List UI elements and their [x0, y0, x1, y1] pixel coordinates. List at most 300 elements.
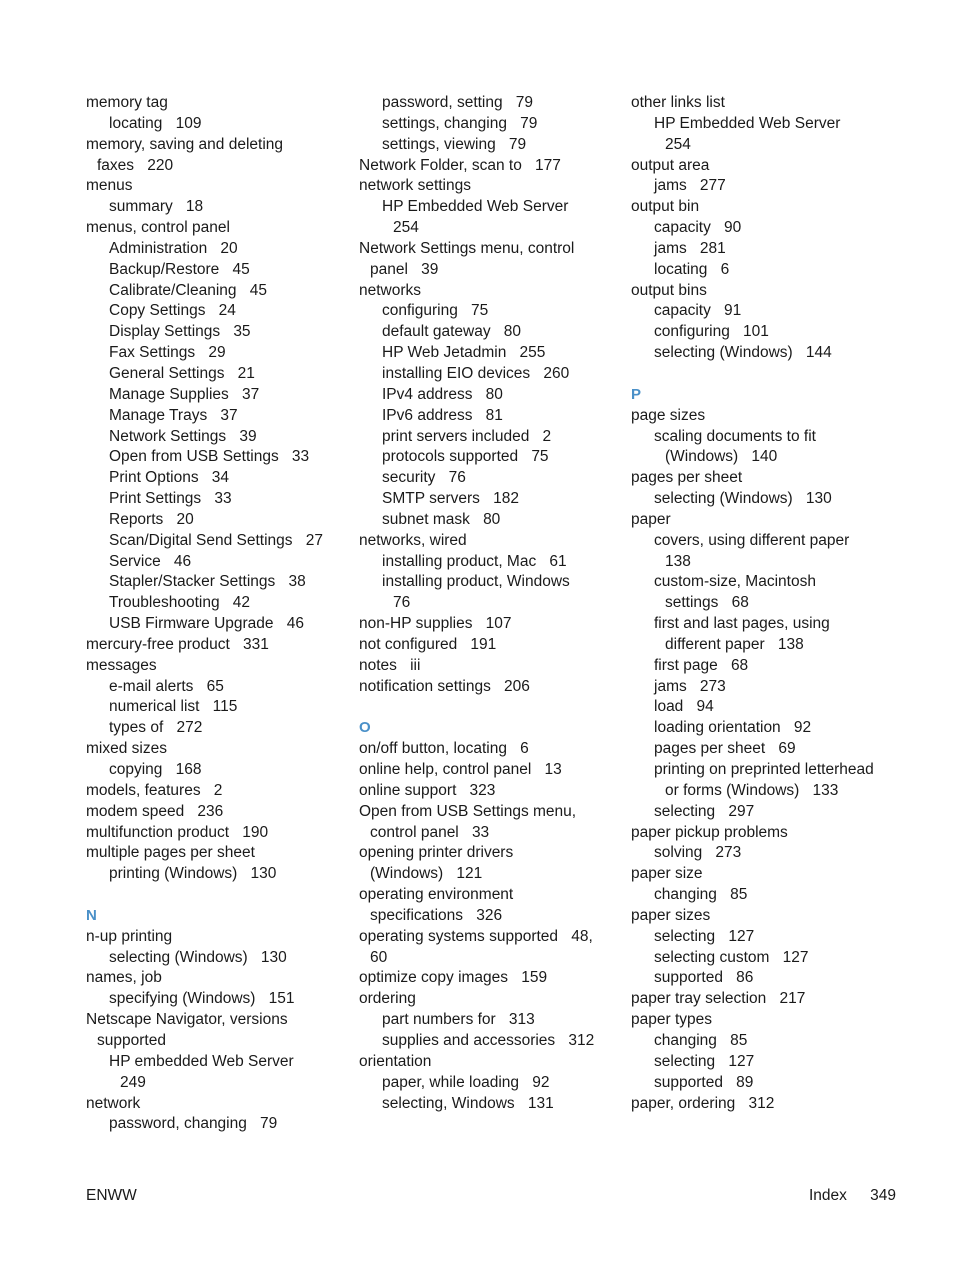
- index-term: part numbers for: [382, 1011, 496, 1029]
- index-term: Network Settings menu, control: [359, 239, 575, 257]
- index-column-2: [359, 93, 621, 1114]
- index-term: Backup/Restore: [109, 260, 220, 278]
- index-entry: [359, 885, 621, 906]
- index-page-ref[interactable]: 33: [291, 448, 310, 466]
- footer-section-name: Index: [808, 1187, 847, 1204]
- index-page-ref[interactable]: 206: [504, 677, 530, 695]
- index-term: scaling documents to fit: [654, 427, 816, 445]
- index-page-ref[interactable]: 6: [520, 740, 529, 758]
- index-page-ref[interactable]: 94: [696, 698, 714, 716]
- index-page-ref[interactable]: 177: [535, 156, 561, 174]
- index-term: Administration: [109, 239, 208, 257]
- index-page-ref[interactable]: 68: [730, 656, 749, 674]
- index-entry-continuation: [86, 1031, 348, 1052]
- index-subentry: [359, 322, 621, 343]
- index-subentry: [631, 927, 901, 948]
- index-term: paper sizes: [631, 906, 711, 924]
- index-term: n-up printing: [86, 927, 173, 945]
- index-term: jams: [654, 239, 687, 257]
- index-term: network: [86, 1094, 141, 1112]
- index-term: selecting: [654, 927, 716, 945]
- index-term: installing product, Windows: [382, 573, 570, 591]
- index-subentry: [86, 593, 348, 614]
- index-page-ref[interactable]: 20: [176, 510, 194, 528]
- index-term: non-HP supplies: [359, 615, 473, 633]
- index-term: Troubleshooting: [109, 594, 220, 612]
- index-page-ref[interactable]: 92: [793, 719, 812, 737]
- index-page-ref[interactable]: 2: [213, 781, 223, 799]
- footer-page-number: 349: [870, 1187, 896, 1204]
- index-subentry: [359, 114, 621, 135]
- index-term: locating: [109, 114, 163, 132]
- index-page-ref[interactable]: 89: [736, 1073, 754, 1091]
- index-term: configuring: [382, 302, 458, 320]
- index-page-ref[interactable]: 273: [715, 844, 742, 862]
- index-term: Manage Trays: [109, 406, 208, 424]
- index-subentry: [86, 989, 348, 1010]
- index-page-ref[interactable]: 91: [724, 302, 742, 320]
- index-term: optimize copy images: [359, 969, 509, 987]
- index-term: Reports: [109, 510, 164, 528]
- index-term: IPv4 address: [382, 385, 473, 403]
- index-page-ref[interactable]: 75: [531, 448, 549, 466]
- index-entry: [359, 656, 621, 677]
- index-term: subnet mask: [382, 510, 470, 528]
- index-page-ref[interactable]: 217: [779, 990, 806, 1008]
- index-term: security: [382, 469, 436, 487]
- index-subentry: [631, 239, 901, 260]
- index-subentry: [86, 364, 348, 385]
- index-term: supported: [654, 969, 723, 987]
- index-term: selecting (Windows): [654, 344, 793, 362]
- index-page-ref[interactable]: 37: [241, 385, 260, 403]
- index-page-ref[interactable]: 109: [175, 114, 202, 132]
- index-term: custom-size, Macintosh: [654, 573, 816, 591]
- index-term: network settings: [359, 177, 471, 195]
- index-page-ref[interactable]: 297: [728, 802, 755, 820]
- index-page-ref[interactable]: 29: [208, 344, 226, 362]
- index-subentry: [86, 864, 348, 885]
- index-page-ref[interactable]: 33: [471, 823, 490, 841]
- index-term: (Windows): [370, 865, 444, 883]
- index-page-ref[interactable]: 115: [212, 698, 238, 716]
- index-entry: [631, 281, 901, 302]
- index-subentry: [86, 697, 348, 718]
- index-entry: [86, 739, 348, 760]
- index-page-ref[interactable]: 127: [782, 948, 809, 966]
- index-subentry: [359, 1094, 621, 1115]
- index-page-ref[interactable]: 273: [699, 677, 726, 695]
- index-page-ref[interactable]: 6: [720, 260, 730, 278]
- index-entry: [359, 531, 621, 552]
- index-term: USB Firmware Upgrade: [109, 615, 274, 633]
- index-page-ref[interactable]: 21: [237, 364, 255, 382]
- index-page-ref[interactable]: 38: [288, 573, 306, 591]
- index-page-ref[interactable]: 326: [476, 906, 503, 924]
- index-entry: [631, 156, 901, 177]
- index-term: jams: [654, 177, 687, 195]
- index-entry: [86, 968, 348, 989]
- index-subentry: [631, 802, 901, 823]
- footer-page-info: [809, 1187, 896, 1205]
- index-term: General Settings: [109, 364, 225, 382]
- index-term: 249: [120, 1073, 146, 1091]
- index-entry: [86, 927, 348, 948]
- index-subentry: [359, 489, 621, 510]
- index-entry-continuation: [631, 552, 901, 573]
- index-term: ordering: [359, 990, 416, 1008]
- index-entry: [86, 823, 348, 844]
- index-page-ref[interactable]: 190: [242, 823, 269, 841]
- index-entry: [86, 1094, 348, 1115]
- index-term: 60: [370, 948, 388, 966]
- index-term: capacity: [654, 219, 711, 237]
- index-entry: [359, 156, 621, 177]
- index-subentry: [359, 135, 621, 156]
- index-subentry: [86, 197, 348, 218]
- index-term: multiple pages per sheet: [86, 844, 255, 862]
- index-term: specifications: [370, 906, 464, 924]
- index-page-ref[interactable]: 61: [549, 552, 567, 570]
- index-entry-continuation: [631, 635, 901, 656]
- index-term: menus: [86, 177, 133, 195]
- index-page-ref[interactable]: 144: [805, 344, 832, 362]
- index-subentry: [631, 1073, 901, 1094]
- index-letter-heading: P: [631, 385, 642, 403]
- index-page-ref[interactable]: 151: [268, 990, 295, 1008]
- index-subentry: [86, 468, 348, 489]
- index-subentry: [86, 510, 348, 531]
- index-page-ref[interactable]: 27: [305, 531, 323, 549]
- index-term: multifunction product: [86, 823, 230, 841]
- index-entry: [359, 677, 621, 698]
- index-subentry: [86, 239, 348, 260]
- index-subentry: [631, 948, 901, 969]
- index-page-ref[interactable]: 85: [730, 886, 748, 904]
- index-subentry: [631, 301, 901, 322]
- index-subentry: [359, 343, 621, 364]
- index-term: panel: [370, 260, 408, 278]
- index-subentry: [359, 385, 621, 406]
- index-subentry: [631, 343, 901, 364]
- index-page-ref[interactable]: 130: [805, 490, 832, 508]
- index-subentry: [86, 552, 348, 573]
- index-page-ref[interactable]: 80: [503, 323, 521, 341]
- index-page-ref[interactable]: 107: [485, 615, 512, 633]
- index-term: Service: [109, 552, 161, 570]
- index-term: models, features: [86, 781, 201, 799]
- index-term: paper size: [631, 865, 703, 883]
- index-subentry: [631, 739, 901, 760]
- index-term: password, changing: [109, 1115, 247, 1133]
- index-term: changing: [654, 1031, 717, 1049]
- index-term: output area: [631, 156, 710, 174]
- index-term: mercury-free product: [86, 635, 230, 653]
- index-page-ref[interactable]: 76: [448, 469, 466, 487]
- index-subentry: [631, 218, 901, 239]
- index-subentry: [631, 1052, 901, 1073]
- index-term: paper tray selection: [631, 990, 767, 1008]
- index-subentry: [359, 364, 621, 385]
- index-entry: [359, 968, 621, 989]
- index-term: different paper: [665, 635, 765, 653]
- index-subentry: [86, 948, 348, 969]
- index-subentry: [359, 468, 621, 489]
- index-subentry: [86, 385, 348, 406]
- index-subentry: [86, 322, 348, 343]
- index-page-ref[interactable]: 81: [485, 406, 503, 424]
- index-subentry: [631, 260, 901, 281]
- index-entry-continuation: [359, 593, 621, 614]
- index-page-ref[interactable]: 45: [249, 281, 267, 299]
- index-term: Manage Supplies: [109, 385, 229, 403]
- index-entry: [631, 93, 901, 114]
- index-term: supported: [97, 1031, 166, 1049]
- index-page-ref[interactable]: 159: [521, 969, 548, 987]
- index-subentry: [359, 93, 621, 114]
- index-entry: [86, 635, 348, 656]
- index-page-ref[interactable]: 69: [778, 740, 796, 758]
- index-page-ref[interactable]: 46: [173, 552, 192, 570]
- index-entry-continuation: [359, 906, 621, 927]
- index-subentry: [631, 322, 901, 343]
- index-page-ref[interactable]: 313: [508, 1011, 535, 1029]
- index-entry: [359, 176, 621, 197]
- index-page-ref[interactable]: 68: [731, 594, 749, 612]
- index-page-ref[interactable]: 39: [239, 427, 257, 445]
- index-subentry: [631, 885, 901, 906]
- index-subentry: [86, 301, 348, 322]
- index-page-ref[interactable]: 79: [515, 94, 534, 111]
- index-entry: [631, 406, 901, 427]
- index-term: printing on preprinted letterhead: [654, 761, 874, 778]
- index-entry: [359, 843, 621, 864]
- footer-publisher-code: ENWW: [86, 1187, 137, 1204]
- index-page-ref[interactable]: 260: [543, 364, 570, 382]
- index-term: Network Folder, scan to: [359, 156, 522, 174]
- index-page-ref[interactable]: 42: [232, 594, 251, 612]
- index-page-ref[interactable]: 182: [493, 490, 519, 508]
- index-term: changing: [654, 886, 717, 904]
- index-page-ref[interactable]: 65: [206, 677, 224, 695]
- index-page-ref[interactable]: 79: [520, 114, 538, 132]
- index-entry: [359, 802, 621, 823]
- index-term: online support: [359, 781, 457, 799]
- index-letter-heading: N: [86, 906, 97, 924]
- index-subentry: [86, 260, 348, 281]
- index-subentry: [359, 447, 621, 468]
- index-page-ref[interactable]: 13: [544, 761, 562, 778]
- index-page-ref[interactable]: 331: [243, 635, 269, 653]
- index-term: not configured: [359, 635, 458, 653]
- index-term: printing (Windows): [109, 865, 238, 883]
- index-page-ref[interactable]: 45: [232, 260, 250, 278]
- index-term: SMTP servers: [382, 490, 480, 508]
- index-page-ref[interactable]: 37: [220, 406, 238, 424]
- index-term: pages per sheet: [654, 740, 766, 758]
- index-subentry: [86, 406, 348, 427]
- index-term: control panel: [370, 823, 459, 841]
- index-term: or forms (Windows): [665, 781, 800, 799]
- index-page-ref[interactable]: 75: [471, 302, 489, 320]
- index-term: settings, changing: [382, 114, 507, 132]
- index-page-ref[interactable]: 127: [728, 1052, 755, 1070]
- index-page-ref[interactable]: 39: [421, 260, 439, 278]
- index-page-ref[interactable]: 85: [730, 1031, 748, 1049]
- index-page-ref[interactable]: 79: [508, 135, 527, 153]
- index-entry: [359, 614, 621, 635]
- index-page-ref[interactable]: 130: [260, 948, 287, 966]
- index-page-ref[interactable]: 281: [699, 239, 726, 257]
- index-term: output bin: [631, 198, 700, 216]
- index-subentry: [631, 656, 901, 677]
- index-entry: [631, 1094, 901, 1115]
- index-page-ref[interactable]: 18: [185, 198, 204, 216]
- index-entry-continuation: [631, 781, 901, 802]
- index-term: Copy Settings: [109, 302, 206, 320]
- index-page-ref[interactable]: 127: [728, 927, 755, 945]
- index-page-ref[interactable]: 46: [286, 615, 304, 633]
- index-page-ref[interactable]: 220: [147, 156, 174, 174]
- index-term: operating systems supported: [359, 927, 559, 945]
- index-entry-continuation: [631, 135, 901, 156]
- index-term: output bins: [631, 281, 707, 299]
- index-entry: [86, 802, 348, 823]
- index-subentry: [86, 281, 348, 302]
- index-page-ref[interactable]: 121: [456, 865, 483, 883]
- index-page-ref[interactable]: 79: [260, 1115, 278, 1133]
- index-page-ref[interactable]: 80: [485, 385, 503, 403]
- index-entry-continuation: [359, 948, 621, 969]
- index-subentry: [86, 677, 348, 698]
- index-term: memory tag: [86, 94, 168, 111]
- index-subentry: [359, 1073, 621, 1094]
- index-term: modem speed: [86, 802, 185, 820]
- index-subentry: [359, 552, 621, 573]
- index-entry: [359, 635, 621, 656]
- index-term: Netscape Navigator, versions: [86, 1011, 288, 1029]
- index-term: Print Settings: [109, 490, 202, 508]
- index-term: on/off button, locating: [359, 740, 507, 758]
- index-subentry: [631, 718, 901, 739]
- index-subentry: [631, 697, 901, 718]
- index-term: HP Embedded Web Server: [382, 198, 569, 216]
- index-page-ref[interactable]: 312: [568, 1031, 595, 1049]
- index-term: summary: [109, 198, 173, 216]
- index-page-ref[interactable]: 131: [527, 1094, 554, 1112]
- index-page-ref[interactable]: 2: [542, 427, 552, 445]
- index-entry: [86, 656, 348, 677]
- index-page-ref[interactable]: 92: [532, 1073, 550, 1091]
- index-term: mixed sizes: [86, 740, 167, 758]
- index-page-ref[interactable]: 133: [812, 781, 839, 799]
- index-term: memory, saving and deleting: [86, 135, 284, 153]
- index-page-ref[interactable]: 130: [250, 865, 277, 883]
- index-term: paper, while loading: [382, 1073, 520, 1091]
- index-term: copying: [109, 761, 163, 778]
- index-page-ref[interactable]: 168: [175, 761, 202, 778]
- index-subentry: [631, 614, 901, 635]
- index-entry: [631, 1010, 901, 1031]
- index-subentry: [631, 677, 901, 698]
- index-page-ref[interactable]: 138: [777, 635, 804, 653]
- index-letter-heading: O: [359, 719, 371, 737]
- index-page-ref[interactable]: 48,: [571, 927, 593, 945]
- index-subentry: [86, 447, 348, 468]
- index-term: Network Settings: [109, 427, 227, 445]
- index-page-ref[interactable]: 86: [736, 969, 754, 987]
- index-page-ref[interactable]: 312: [748, 1094, 775, 1112]
- index-page-ref[interactable]: 272: [176, 719, 203, 737]
- index-page-ref[interactable]: 90: [724, 219, 742, 237]
- index-term: numerical list: [109, 698, 200, 716]
- index-term: settings, viewing: [382, 135, 496, 153]
- index-column-1: [86, 93, 348, 1135]
- index-page-ref[interactable]: 140: [751, 448, 778, 466]
- index-entry: [359, 281, 621, 302]
- index-entry: [359, 760, 621, 781]
- index-page-ref[interactable]: 101: [743, 323, 769, 341]
- index-page-ref[interactable]: 191: [470, 635, 497, 653]
- index-term: covers, using different paper: [654, 531, 850, 549]
- index-subentry: [359, 510, 621, 531]
- index-page-ref[interactable]: 323: [469, 781, 496, 799]
- index-subentry: [631, 531, 901, 552]
- index-page-ref[interactable]: 20: [220, 239, 238, 257]
- index-term: Stapler/Stacker Settings: [109, 573, 276, 591]
- index-subentry: [359, 406, 621, 427]
- index-subentry: [631, 489, 901, 510]
- index-term: paper, ordering: [631, 1094, 736, 1112]
- index-term: (Windows): [665, 448, 739, 466]
- index-term: supplies and accessories: [382, 1031, 556, 1049]
- index-term: installing product, Mac: [382, 552, 537, 570]
- index-term: Calibrate/Cleaning: [109, 281, 237, 299]
- index-entry-continuation: [86, 156, 348, 177]
- index-subentry: [631, 1031, 901, 1052]
- index-page-ref[interactable]: 236: [197, 802, 224, 820]
- index-page-ref[interactable]: 277: [699, 177, 726, 195]
- index-term: 254: [665, 135, 691, 153]
- index-term: Display Settings: [109, 323, 221, 341]
- index-page-ref[interactable]: 35: [233, 323, 251, 341]
- index-term: paper: [631, 510, 671, 528]
- index-term: specifying (Windows): [109, 990, 256, 1008]
- index-term: HP embedded Web Server: [109, 1052, 294, 1070]
- index-term: selecting: [654, 802, 716, 820]
- index-page-ref[interactable]: 34: [211, 469, 230, 487]
- index-page-ref[interactable]: 80: [483, 510, 501, 528]
- index-entry: [359, 989, 621, 1010]
- index-term: opening printer drivers: [359, 844, 514, 862]
- index-term: IPv6 address: [382, 406, 473, 424]
- index-entry: [631, 468, 901, 489]
- index-term: HP Embedded Web Server: [654, 114, 841, 132]
- index-page-ref[interactable]: 33: [214, 490, 232, 508]
- index-entry: [86, 781, 348, 802]
- index-subentry: [86, 614, 348, 635]
- index-term: HP Web Jetadmin: [382, 344, 507, 362]
- index-page-ref[interactable]: 255: [519, 344, 546, 362]
- index-term: Scan/Digital Send Settings: [109, 531, 293, 549]
- index-subentry: [86, 489, 348, 510]
- index-page-ref[interactable]: iii: [410, 656, 421, 674]
- index-term: first and last pages, using: [654, 615, 830, 633]
- index-term: Fax Settings: [109, 344, 196, 362]
- index-page-ref[interactable]: 24: [218, 302, 236, 320]
- index-term: selecting (Windows): [109, 948, 248, 966]
- index-term: notification settings: [359, 677, 491, 695]
